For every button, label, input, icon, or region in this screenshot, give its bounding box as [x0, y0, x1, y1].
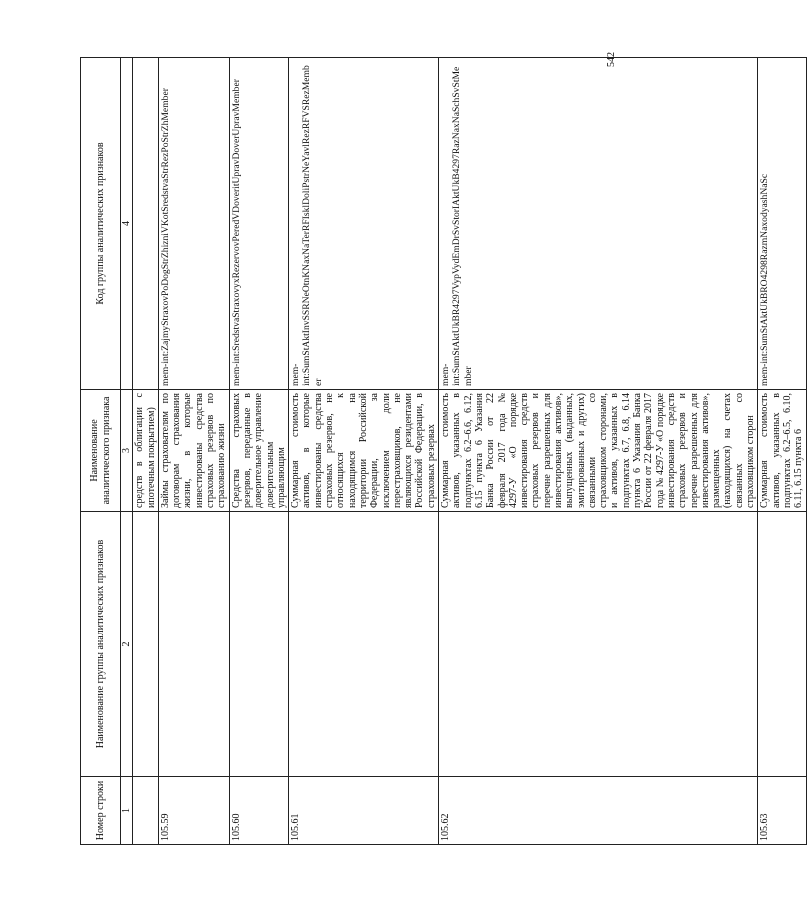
table-header-row: [81, 58, 121, 845]
empty-cell: [439, 512, 758, 777]
table-row: [133, 58, 159, 845]
page-number: 542: [606, 52, 617, 67]
header-feature-name: Наименование аналитического признака: [81, 390, 121, 512]
table-row: [289, 58, 439, 845]
column-number: 1: [121, 777, 133, 845]
feature-code: mem-int:ZajmyStraxovPoDogStrZhizniVKotSredstvaStrRezPoStrZhMember: [158, 58, 229, 390]
table-row: [439, 58, 758, 845]
row-number: 105.59: [158, 777, 229, 845]
feature-name: Средства страховых резервов, переданные в доверительное управление доверительным управляющим: [229, 390, 288, 512]
column-number: 3: [121, 390, 133, 512]
analytic-features-table: [80, 57, 807, 845]
empty-cell: [758, 512, 806, 777]
continuation-text: средств в облигации с ипотечным покрытием): [133, 390, 159, 512]
feature-code: mem-int:SumStAktUkBR4297VypVydEmDrSvStorIAktUkB4297RazNaxNaSchSvStMember: [439, 58, 758, 390]
feature-code: mem-int:SumStAktUkBRO4298RazmNaxodyashNaSc: [758, 58, 806, 390]
column-number: 2: [121, 512, 133, 777]
row-number: 105.63: [758, 777, 806, 845]
column-number-row: [121, 58, 133, 845]
feature-name: Суммарная стоимость активов, указанных в подпунктах 6.2–6.5, 6.10, 6.11, 6.15 пункта 6: [758, 390, 806, 512]
column-number: 4: [121, 58, 133, 390]
empty-cell: [133, 512, 159, 777]
table-row: [758, 58, 806, 845]
table-row: [158, 58, 229, 845]
row-number: 105.60: [229, 777, 288, 845]
empty-cell: [229, 512, 288, 777]
feature-name: Суммарная стоимость активов, указанных в подпунктах 6.2–6.6, 6.12, 6.15 пункта 6 Указания Банка России от 22 февраля 2017 года № 4297-У «О порядке инвестирования средств страховых резервов и перечне разрешенных для инвестирования активов», выпущенных (выданных, эмитированных и других) связанными со страховщиком сторонами, и активов, указанных в подпунктах 6.7, 6.8, 6.14 пункта 6 Указания Банка России от 22 февраля 2017 года № 4297-У «О порядке инвестирования средств страховых резервов и перечне разрешенных для инвестирования активов», размещенных (находящихся) на счетах связанных со страховщиком сторон: [439, 390, 758, 512]
header-group-name: Наименование группы аналитических признаков: [81, 512, 121, 777]
feature-code: mem-int:SredstvaStraxovyxRezervovPeredVDoveritUpravDoverUpravMember: [229, 58, 288, 390]
header-group-code: Код группы аналитических признаков: [81, 58, 121, 390]
empty-cell: [158, 512, 229, 777]
table-row: [229, 58, 288, 845]
empty-cell: [133, 777, 159, 845]
row-number: 105.62: [439, 777, 758, 845]
empty-cell: [133, 58, 159, 390]
row-number: 105.61: [289, 777, 439, 845]
feature-name: Займы страхователям по договорам страхования жизни, в которые инвестированы средства страховых резервов по страхованию жизни: [158, 390, 229, 512]
feature-name: Суммарная стоимость активов, в которые инвестированы средства страховых резервов, не относящихся к находящимся на территории Российской Федерации, за исключением доли перестраховщиков, не являющихся резидентами Российской Федерации, в страховых резервах: [289, 390, 439, 512]
empty-cell: [289, 512, 439, 777]
feature-code: mem-int:SumStAktInvSSRNeOtnKNaxNaTerRFIsklDoliPstrNeYavlRezRFVSRezMember: [289, 58, 439, 390]
header-row-number: Номер строки: [81, 777, 121, 845]
